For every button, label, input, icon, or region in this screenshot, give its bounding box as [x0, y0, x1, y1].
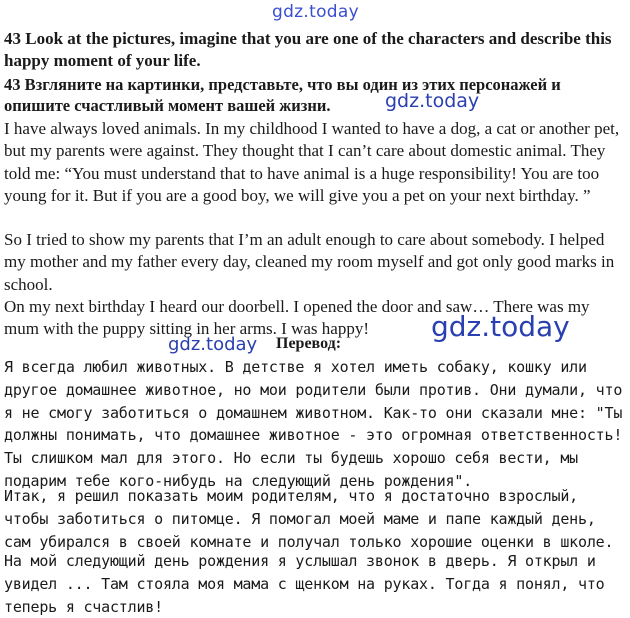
translation-paragraph-1: Я всегда любил животных. В детстве я хотел иметь собаку, кошку или другое домашнее животное, но мои родители были против. Они думали, что я не смогу заботиться о домашнем животном. Как-то они сказали мне: "Ты должны понимать, что домашнее животное - это огромная ответственность! Ты слишком мал для этого. Но если ты будешь хорошо себя вести, мы подарим тебе кого-нибудь на следующий день рождения". [4, 358, 623, 490]
translation-paragraph-3: На мой следующий день рождения я услышал звонок в дверь. Я открыл и увидел ... Там стояла моя мама с щенком на руках. Тогда я понял, что теперь я счастлив! [4, 552, 605, 616]
translation-paragraph-2: Итак, я решил показать моим родителям, что я достаточно взрослый, чтобы заботиться о питомце. Я помогал моей маме и папе каждый день, сам убирался в своей комнате и получал только хорошие оценки в школе. [4, 487, 614, 551]
watermark-top: gdz.today [272, 2, 359, 22]
watermark-large: gdz.today [431, 310, 570, 343]
answer-paragraph-1: I have always loved animals. In my childhood I wanted to have a dog, a cat or another pet, but my parents were against. They thought that I can’t care about domestic animal. They told me: “You must understand that to have animal is a huge responsibility! You are too young for it. But if you are a good boy, we will give you a pet on your next birthday. ” [4, 119, 620, 205]
answer-paragraph-3: On my next birthday I heard our doorbell. I opened the door and saw… There was my mum with the puppy sitting in her arms. I was happy! [4, 297, 590, 339]
translation-label: Перевод: [276, 335, 342, 352]
task-heading-en: 43 Look at the pictures, imagine that you are one of the characters and describe this happy moment of your life. [4, 29, 612, 70]
task-heading-ru: 43 Взгляните на картинки, представьте, что вы один из этих персонажей и опишите счастливый момент вашей жизни. [4, 75, 561, 115]
watermark-before-translation: gdz.today [168, 334, 258, 355]
answer-paragraph-2: So I tried to show my parents that I’m an adult enough to care about somebody. I helped my mother and my father every day, cleaned my room myself and got only good marks in school. [4, 230, 615, 294]
watermark-after-heading: gdz.today [385, 90, 480, 112]
